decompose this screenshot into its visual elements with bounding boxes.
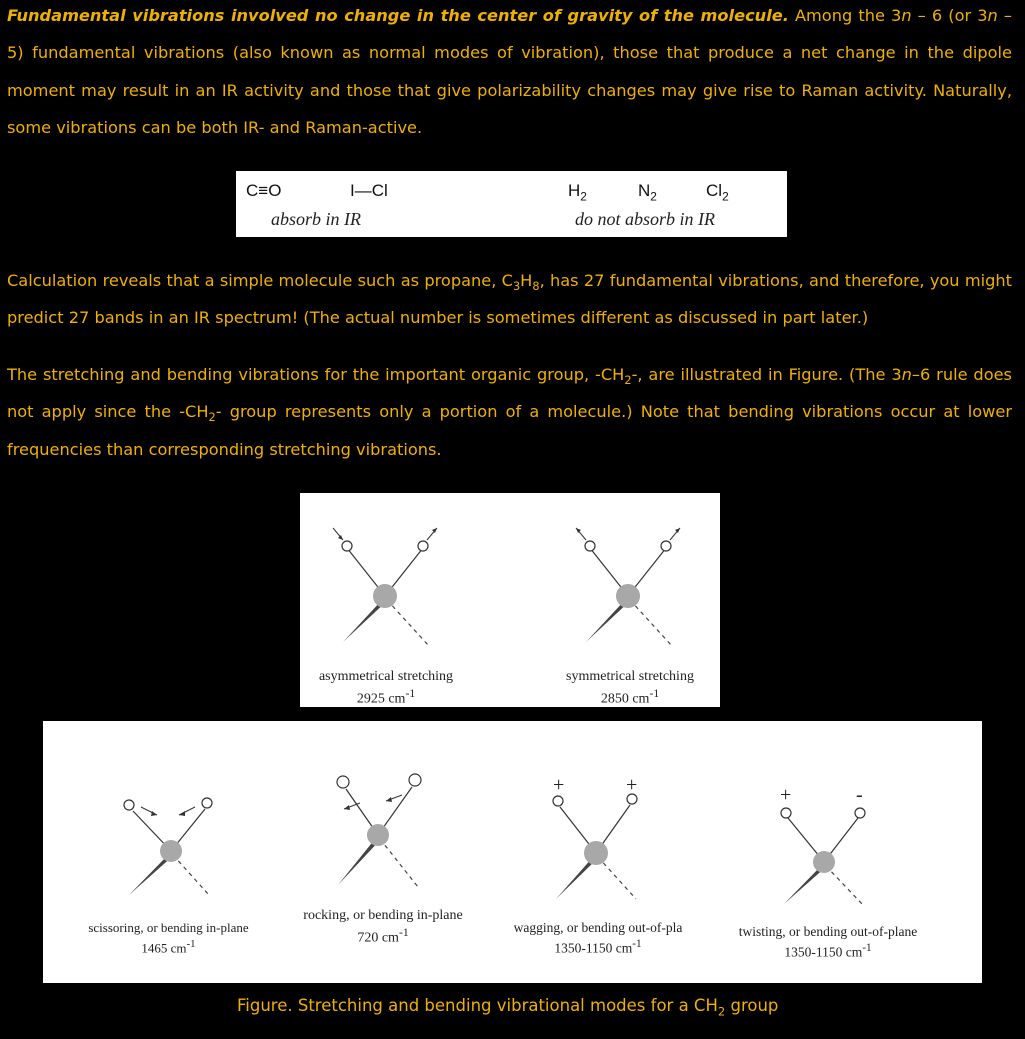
ch2-sym-molecule bbox=[576, 528, 680, 646]
icl-molecule: I—Cl bbox=[350, 181, 388, 200]
wagging-sign-right: + bbox=[626, 774, 638, 796]
asym-stretch-caption: asymmetrical stretching 2925 $cm^{-1}$ bbox=[318, 669, 454, 707]
propane-paragraph: Calculation reveals that a simple molecule such as propane, $C_3H_8$, has 27 fundamental vibrations, and therefore, you might predict 27 bands in an IR spectrum! (The actual number is sometimes different as discussed in part later.) bbox=[7, 271, 1012, 328]
twisting-caption: twisting, or bending out-of-plane 1350-1150 $cm^{-1}$ bbox=[738, 924, 918, 960]
twisting-sign-right: - bbox=[856, 784, 863, 806]
h2-molecule: $H_2$ bbox=[568, 181, 587, 204]
stretching-modes-panel bbox=[300, 493, 720, 707]
co-molecule: C≡O bbox=[246, 181, 282, 200]
twisting-sign-left: + bbox=[780, 784, 792, 806]
intro-paragraph: Fundamental vibrations involved no change in the center of gravity of the molecule. Among the 3n – 6 (or 3n – 5) fundamental vibrations (also known as normal modes of vibration), those that produce a net change in the dipole moment may result in an IR activity and those that give polarizability changes may give rise to Raman activity. Naturally, some vibrations can be both IR- and Raman-active. bbox=[7, 6, 1012, 138]
scissoring-caption: scissoring, or bending in-plane 1465 $cm^{-1}$ bbox=[88, 920, 249, 956]
ch2-rocking-molecule bbox=[337, 774, 421, 887]
wagging-sign-left: + bbox=[553, 774, 565, 796]
ch2-paragraph: The stretching and bending vibrations for the important organic group, $-CH_2-$, are illustrated in Figure. (The 3n–6 rule does not apply since the $-CH_2-$ group represents only a portion of a molecule.) Note that bending vibrations occur at lower frequencies than corresponding stretching vibrations. bbox=[7, 365, 1012, 459]
ch2-twisting-molecule bbox=[781, 808, 865, 906]
bending-modes-panel bbox=[43, 721, 982, 983]
ir-absorption-box bbox=[236, 171, 787, 237]
sym-stretch-caption: symmetrical stretching 2850 $cm^{-1}$ bbox=[566, 669, 694, 707]
n2-molecule: $N_2$ bbox=[638, 181, 657, 204]
wagging-caption: wagging, or bending out-of-pla 1350-1150 $cm^{-1}$ bbox=[513, 920, 683, 956]
not-absorb-caption: do not absorb in IR bbox=[575, 209, 716, 229]
rocking-caption: rocking, or bending in-plane 720 $cm^{-1}$ bbox=[303, 908, 463, 946]
ch2-asym-molecule bbox=[333, 528, 437, 646]
absorb-caption: absorb in IR bbox=[271, 209, 361, 229]
ch2-wagging-molecule bbox=[553, 794, 637, 899]
cl2-molecule: $Cl_2$ bbox=[706, 181, 729, 204]
ch2-scissoring-molecule bbox=[124, 798, 212, 895]
figure-caption: Figure. Stretching and bending vibrational modes for a $CH_2$ group bbox=[237, 996, 779, 1019]
